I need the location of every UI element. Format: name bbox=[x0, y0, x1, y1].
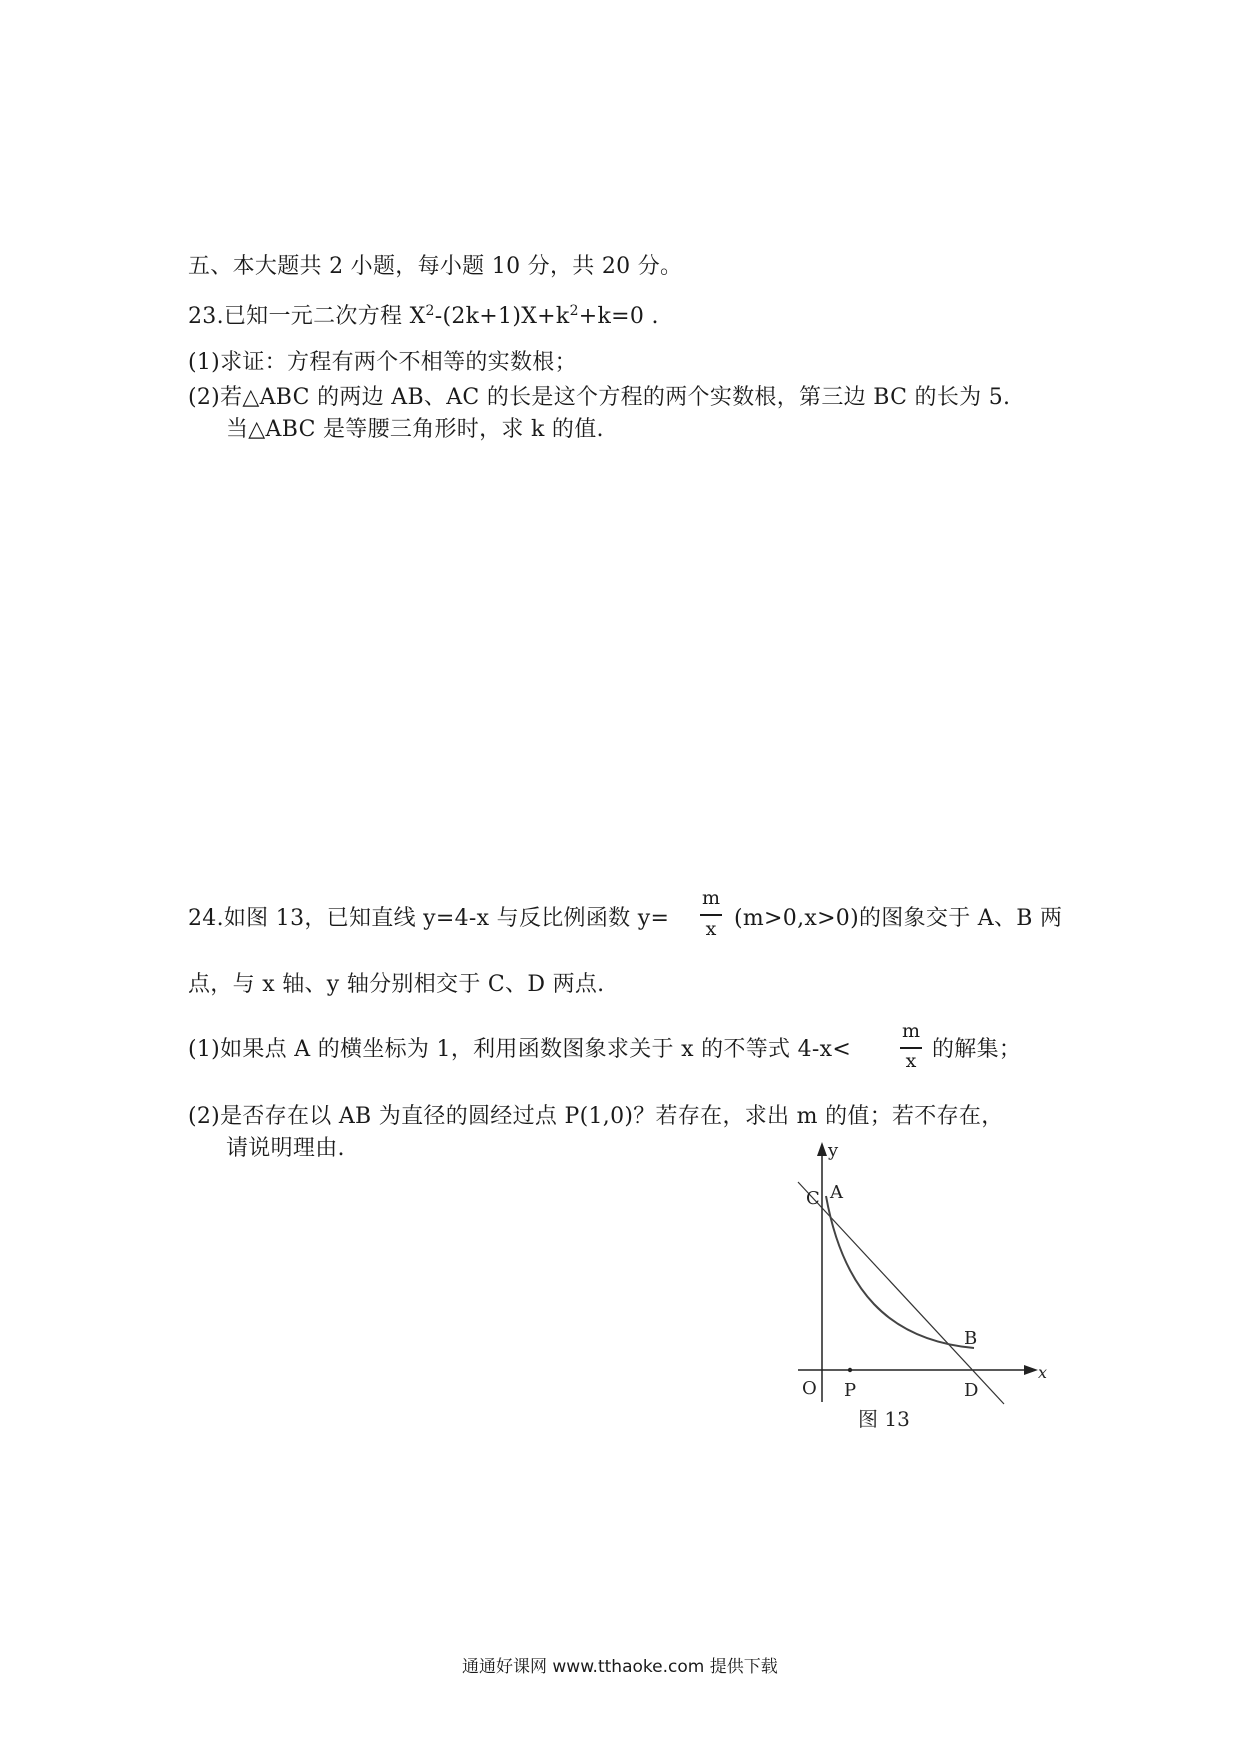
q24-frac-bar bbox=[700, 914, 722, 916]
q23-sup2: 2 bbox=[569, 303, 579, 319]
footer-text: 通通好课网 www.tthaoke.com 提供下载 bbox=[462, 1657, 778, 1677]
q23-part2-line1: (2)若△ABC 的两边 AB、AC 的长是这个方程的两个实数根，第三边 BC 的长为 5. bbox=[188, 385, 1011, 410]
section-heading: 五、本大题共 2 小题，每小题 10 分，共 20 分。 bbox=[188, 254, 683, 279]
x-axis-arrow bbox=[1024, 1365, 1038, 1375]
q24-part1-a: (1)如果点 A 的横坐标为 1，利用函数图象求关于 x 的不等式 4-x< bbox=[188, 1037, 852, 1062]
q24-stem-line2: 点，与 x 轴、y 轴分别相交于 C、D 两点. bbox=[188, 972, 605, 997]
y-axis-arrow bbox=[817, 1142, 827, 1156]
q23-stem-b: -(2k+1)X+k bbox=[434, 304, 570, 329]
point-p bbox=[848, 1368, 852, 1372]
q24-stem-b: (m>0,x>0)的图象交于 A、B 两 bbox=[734, 906, 1063, 931]
q24-part1-frac-num: m bbox=[901, 1020, 921, 1042]
label-b: B bbox=[964, 1328, 978, 1349]
q24-frac-den: x bbox=[705, 918, 717, 940]
q23-stem-a: 23.已知一元二次方程 X bbox=[188, 304, 426, 329]
q23-part1: (1)求证：方程有两个不相等的实数根； bbox=[188, 350, 577, 375]
q24-part2-line2: 请说明理由. bbox=[226, 1136, 345, 1161]
label-c: C bbox=[806, 1188, 820, 1209]
q24-part2-line1: (2)是否存在以 AB 为直径的圆经过点 P(1,0)？若存在，求出 m 的值；若不存在， bbox=[188, 1104, 1004, 1129]
q24-part1-b: 的解集； bbox=[932, 1037, 1022, 1062]
label-p: P bbox=[844, 1380, 857, 1401]
label-a: A bbox=[830, 1182, 843, 1203]
label-x: x bbox=[1038, 1363, 1048, 1382]
q24-frac-num: m bbox=[701, 887, 721, 909]
hyperbola-curve bbox=[826, 1196, 974, 1348]
q24-part1-frac-bar bbox=[900, 1047, 922, 1049]
q23-stem-c: +k=0 . bbox=[578, 304, 659, 329]
label-y: y bbox=[828, 1140, 839, 1161]
figure-13 bbox=[788, 1140, 1068, 1440]
q23-sup1: 2 bbox=[425, 303, 435, 319]
q23-part2-line2: 当△ABC 是等腰三角形时，求 k 的值. bbox=[226, 417, 604, 442]
q24-part1-frac-den: x bbox=[905, 1050, 917, 1072]
label-d: D bbox=[964, 1380, 979, 1401]
q24-stem-a: 24.如图 13，已知直线 y=4-x 与反比例函数 y= bbox=[188, 906, 670, 931]
q23-stem bbox=[188, 304, 659, 330]
label-o: O bbox=[802, 1378, 817, 1399]
figure-caption: 图 13 bbox=[858, 1407, 910, 1431]
